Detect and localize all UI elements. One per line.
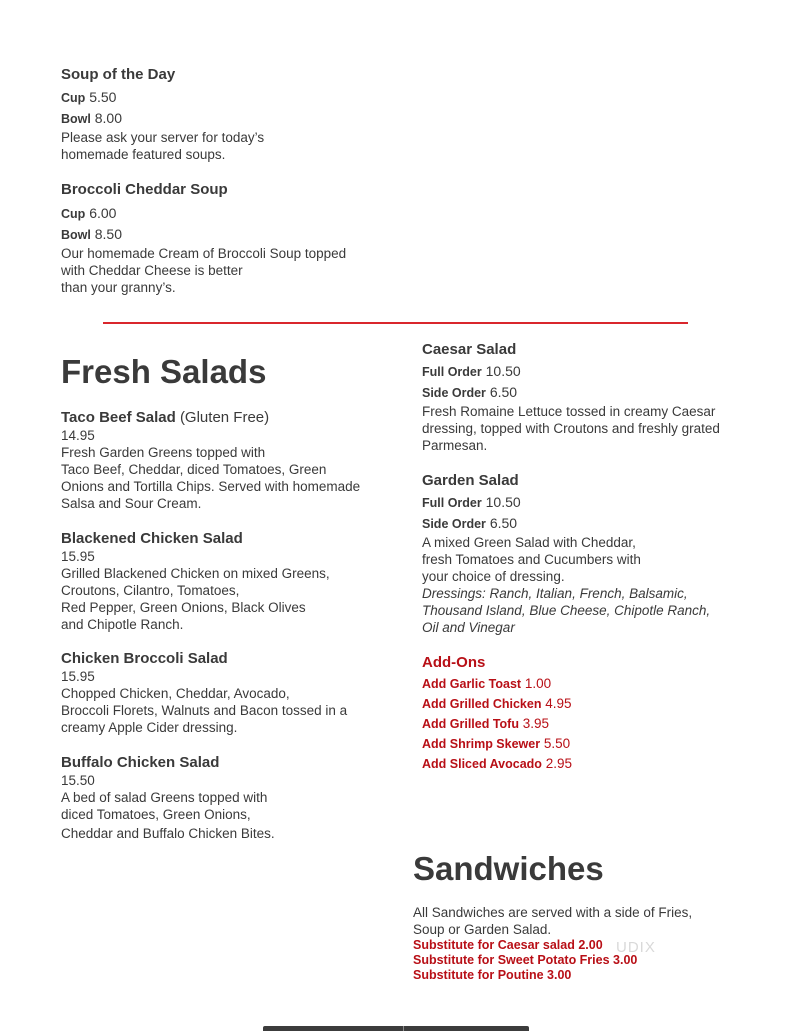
size-price: 8.00 (94, 110, 122, 126)
bottom-toolbar-divider (403, 1026, 404, 1031)
desc-line: your choice of dressing. (422, 569, 565, 584)
item-title: Broccoli Cheddar Soup (61, 181, 228, 198)
item-description (61, 444, 401, 512)
size-label: Full Order (422, 365, 482, 379)
buffalo-chicken-salad (61, 754, 401, 842)
desc-line: Salsa and Sour Cream. (61, 496, 202, 511)
addon-item (422, 674, 722, 694)
item-title: Chicken Broccoli Salad (61, 650, 228, 667)
addon-label: Add Garlic Toast (422, 677, 522, 691)
bottom-toolbar[interactable] (263, 1026, 529, 1031)
desc-line: Fresh Garden Greens topped with (61, 445, 266, 460)
item-price: 14.95 (61, 428, 95, 443)
intro-line: All Sandwiches are served with a side of Fries, (413, 905, 693, 920)
substitution-item: Substitute for Sweet Potato Fries 3.00 (413, 953, 638, 967)
addon-item (422, 734, 722, 754)
section-heading-fresh-salads: Fresh Salads (61, 353, 267, 390)
dressing-options (422, 585, 772, 636)
desc-line: and Chipotle Ranch. (61, 617, 184, 632)
item-title: Taco Beef Salad (61, 409, 176, 426)
desc-line: with Cheddar Cheese is better (61, 263, 243, 278)
addon-price: 5.50 (543, 736, 571, 751)
item-price: 15.95 (61, 669, 95, 684)
size-price: 6.50 (489, 384, 518, 400)
size-label: Full Order (422, 496, 482, 510)
size-line (422, 492, 772, 513)
size-label: Side Order (422, 386, 486, 400)
item-description (61, 129, 381, 163)
watermark: UDIX (616, 939, 656, 956)
size-label: Cup (61, 207, 86, 221)
substitution-item: Substitute for Caesar salad 2.00 (413, 938, 603, 952)
size-price: 5.50 (89, 89, 117, 105)
item-title: Blackened Chicken Salad (61, 530, 243, 547)
section-divider (103, 322, 688, 324)
desc-line: Croutons, Cilantro, Tomatoes, (61, 583, 240, 598)
desc-line: fresh Tomatoes and Cucumbers with (422, 552, 641, 567)
addon-label: Add Sliced Avocado (422, 757, 542, 771)
desc-line: diced Tomatoes, Green Onions, (61, 807, 251, 822)
item-title: Buffalo Chicken Salad (61, 754, 220, 771)
desc-line: Cheddar and Buffalo Chicken Bites. (61, 826, 275, 841)
addon-price: 1.00 (524, 676, 552, 691)
item-note: (Gluten Free) (179, 409, 270, 426)
substitution-list (413, 938, 753, 983)
addons-title: Add-Ons (422, 654, 486, 671)
item-description (61, 789, 401, 842)
size-line (61, 203, 391, 224)
dressing-line: Oil and Vinegar (422, 620, 515, 635)
desc-line: Red Pepper, Green Onions, Black Olives (61, 600, 306, 615)
item-title-line (61, 409, 401, 427)
desc-line: than your granny’s. (61, 280, 176, 295)
size-price: 6.00 (89, 205, 117, 221)
desc-line: A mixed Green Salad with Cheddar, (422, 535, 636, 550)
size-line (422, 513, 772, 534)
sandwiches-intro (413, 904, 753, 938)
item-description (61, 245, 391, 296)
desc-line: creamy Apple Cider dressing. (61, 720, 238, 735)
addon-price: 4.95 (545, 696, 572, 711)
desc-line: Fresh Romaine Lettuce tossed in creamy Caesar (422, 404, 716, 419)
size-price: 10.50 (485, 363, 521, 379)
desc-line: Grilled Blackened Chicken on mixed Greens, (61, 566, 330, 581)
addon-price: 2.95 (545, 756, 572, 771)
desc-line: homemade featured soups. (61, 147, 226, 162)
blackened-chicken-salad (61, 530, 401, 633)
addon-label: Add Grilled Tofu (422, 717, 519, 731)
size-price: 8.50 (94, 226, 122, 242)
caesar-salad (422, 341, 772, 454)
item-price: 15.95 (61, 549, 95, 564)
item-description (61, 685, 401, 736)
intro-line: Soup or Garden Salad. (413, 922, 552, 937)
size-price: 10.50 (485, 494, 521, 510)
size-line (61, 108, 381, 129)
size-label: Side Order (422, 517, 486, 531)
section-heading-sandwiches: Sandwiches (413, 850, 604, 887)
substitution-item: Substitute for Poutine 3.00 (413, 968, 572, 982)
addons-section (422, 654, 722, 774)
size-label: Cup (61, 91, 86, 105)
item-description (61, 565, 401, 633)
desc-line: Taco Beef, Cheddar, diced Tomatoes, Green (61, 462, 327, 477)
garden-salad (422, 472, 772, 636)
addon-item (422, 694, 722, 714)
item-description (422, 403, 772, 454)
sandwiches-info (413, 904, 753, 983)
item-title: Caesar Salad (422, 341, 517, 358)
addon-price: 3.95 (522, 716, 550, 731)
addons-list (422, 674, 722, 774)
desc-line: Our homemade Cream of Broccoli Soup topped (61, 246, 347, 261)
desc-line: A bed of salad Greens topped with (61, 790, 268, 805)
size-label: Bowl (61, 112, 91, 126)
taco-beef-salad (61, 409, 401, 512)
size-line (422, 382, 772, 403)
chicken-broccoli-salad (61, 650, 401, 736)
desc-line: Please ask your server for today’s (61, 130, 265, 145)
desc-line: dressing, topped with Croutons and freshly grated (422, 421, 720, 436)
size-label: Bowl (61, 228, 91, 242)
dressing-line: Dressings: Ranch, Italian, French, Balsamic, (422, 586, 688, 601)
desc-line: Parmesan. (422, 438, 488, 453)
size-line (61, 87, 381, 108)
size-price: 6.50 (489, 515, 518, 531)
desc-line: Onions and Tortilla Chips. Served with homemade (61, 479, 361, 494)
broccoli-cheddar-soup (61, 181, 391, 296)
size-line (422, 361, 772, 382)
size-line (61, 224, 391, 245)
soup-of-the-day (61, 66, 381, 163)
addon-item (422, 754, 722, 774)
desc-line: Chopped Chicken, Cheddar, Avocado, (61, 686, 290, 701)
item-title: Soup of the Day (61, 66, 176, 83)
item-title: Garden Salad (422, 472, 519, 489)
addon-item (422, 714, 722, 734)
desc-line: Broccoli Florets, Walnuts and Bacon tossed in a (61, 703, 348, 718)
item-description (422, 534, 772, 585)
dressing-line: Thousand Island, Blue Cheese, Chipotle Ranch, (422, 603, 711, 618)
addon-label: Add Grilled Chicken (422, 697, 542, 711)
addon-label: Add Shrimp Skewer (422, 737, 541, 751)
item-price: 15.50 (61, 773, 95, 788)
